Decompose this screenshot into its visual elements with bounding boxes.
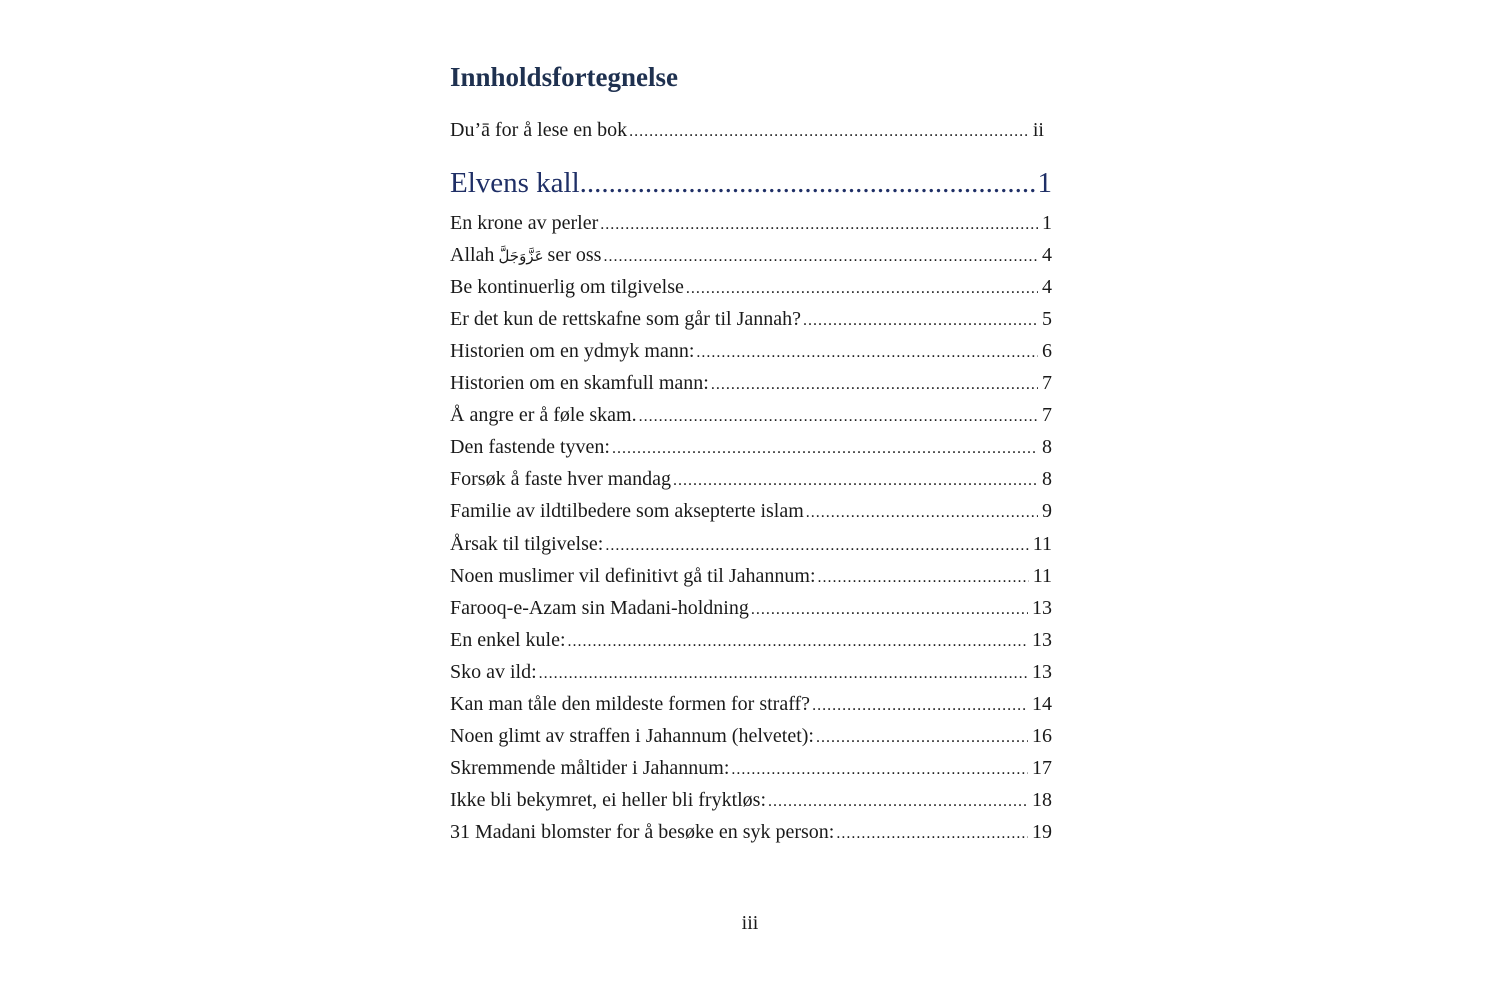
toc-entry-page: 17 [1032,757,1052,779]
toc-entry-title: Ikke bli bekymret, ei heller bli fryktløs: [450,789,767,811]
toc-entry-title: Noen glimt av straffen i Jahannum (helvetet): [450,725,814,747]
toc-leader-dots [836,822,1028,846]
toc-heading: Innholdsfortegnelse [450,62,679,92]
toc-entry[interactable] [450,628,1052,654]
toc-entry-page: 13 [1032,661,1052,683]
toc-entry[interactable] [450,211,1052,237]
toc-entry[interactable] [450,820,1052,846]
toc-entry-title: Årsak til tilgivelse: [450,533,604,555]
toc-entry[interactable] [450,564,1052,590]
toc-entry-title: Kan man tåle den mildeste formen for straff? [450,693,811,715]
toc-entry-title: Historien om en ydmyk mann: [450,340,695,362]
toc-entry-page: 18 [1032,789,1052,811]
toc-leader-dots [696,341,1038,365]
toc-entry[interactable] [450,275,1052,301]
toc-entry-page: 13 [1032,597,1052,619]
toc-page [450,0,1052,1000]
toc-entry-page: 9 [1042,500,1052,522]
toc-entry-title: Historien om en skamfull mann: [450,372,709,394]
toc-entry-title: Sko av ild: [450,661,537,683]
toc-entry-title: Er det kun de rettskafne som går til Jannah? [450,308,801,330]
toc-entry-page: 1 [1042,212,1052,234]
toc-entry-title: Den fastende tyven: [450,436,610,458]
toc-entry-page: 8 [1042,468,1052,490]
toc-leader-dots [818,566,1029,590]
toc-entry-page: 11 [1032,533,1052,555]
toc-entry-page: 14 [1032,693,1052,715]
toc-entry-title: Noen muslimer vil definitivt gå til Jahannum: [450,565,816,587]
toc-entry-page: 11 [1032,565,1052,587]
toc-leader-dots [603,245,1038,269]
toc-leader-dots [673,469,1038,493]
toc-entry[interactable] [450,532,1052,558]
toc-leader-dots [605,534,1028,558]
toc-leader-dots [731,758,1028,782]
toc-entry[interactable] [450,499,1052,525]
toc-entry[interactable] [450,724,1052,750]
toc-entry[interactable] [450,435,1052,461]
toc-entry-title: Familie av ildtilbedere som aksepterte islam [450,500,804,522]
toc-entry-page: 7 [1042,372,1052,394]
toc-entry[interactable] [450,467,1052,493]
toc-entry-title: Du’ā for å lese en bok [450,119,628,141]
toc-entry-arabic-honorific: عَزَّوَجَلَّ [498,247,544,265]
toc-entry-page: ii [1032,119,1044,141]
toc-entry[interactable] [450,596,1052,622]
toc-entry[interactable] [450,756,1052,782]
toc-leader-dots [686,277,1038,301]
toc-entry-title: Å angre er å føle skam. [450,404,637,426]
toc-entry-page: 13 [1032,629,1052,651]
toc-leader-dots [639,405,1038,429]
toc-entry-title: Be kontinuerlig om tilgivelse [450,276,684,298]
toc-leader-dots [816,726,1028,750]
toc-leader-dots [711,373,1038,397]
toc-entry-title: Skremmende måltider i Jahannum: [450,757,730,779]
toc-chapter-title: Elvens kall [450,167,580,199]
toc-entry-page: 8 [1042,436,1052,458]
toc-entry[interactable] [450,403,1052,429]
toc-entry-title: Farooq-e-Azam sin Madani-holdning [450,597,749,619]
toc-entry-title: En krone av perler [450,212,599,234]
toc-entry-page: 6 [1042,340,1052,362]
toc-leader-dots [812,694,1028,718]
toc-leader-dots [580,166,1038,200]
toc-leader-dots [612,437,1038,461]
toc-entry-title: Forsøk å faste hver mandag [450,468,672,490]
toc-entry-page: 4 [1042,276,1052,298]
toc-leader-dots [806,501,1038,525]
toc-entry-page: 4 [1042,244,1052,266]
toc-leader-dots [751,598,1028,622]
toc-entry[interactable] [450,692,1052,718]
toc-entry[interactable] [450,371,1052,397]
toc-leader-dots [568,630,1028,654]
toc-leader-dots [803,309,1038,333]
toc-leader-dots [600,213,1038,237]
toc-front-entry[interactable] [450,118,1044,144]
toc-leader-dots [539,662,1028,686]
toc-entry[interactable] [450,243,1052,269]
toc-entry-title: 31 Madani blomster for å besøke en syk person: [450,821,835,843]
toc-entry[interactable] [450,660,1052,686]
toc-entry-title: Allah [450,244,495,266]
toc-entry[interactable] [450,307,1052,333]
toc-entry-page: 7 [1042,404,1052,426]
toc-entry-title: En enkel kule: [450,629,566,651]
toc-entry[interactable] [450,339,1052,365]
page-number-footer: iii [741,912,759,934]
toc-entry-page: 16 [1032,725,1052,747]
toc-entry-page: 5 [1042,308,1052,330]
toc-chapter-page: 1 [1037,167,1052,199]
toc-leader-dots [629,120,1029,144]
toc-leader-dots [768,790,1028,814]
toc-entry[interactable] [450,788,1052,814]
toc-entry-title-suffix: ser oss [547,244,602,266]
toc-chapter-entry[interactable] [450,166,1052,200]
toc-entry-page: 19 [1032,821,1052,843]
